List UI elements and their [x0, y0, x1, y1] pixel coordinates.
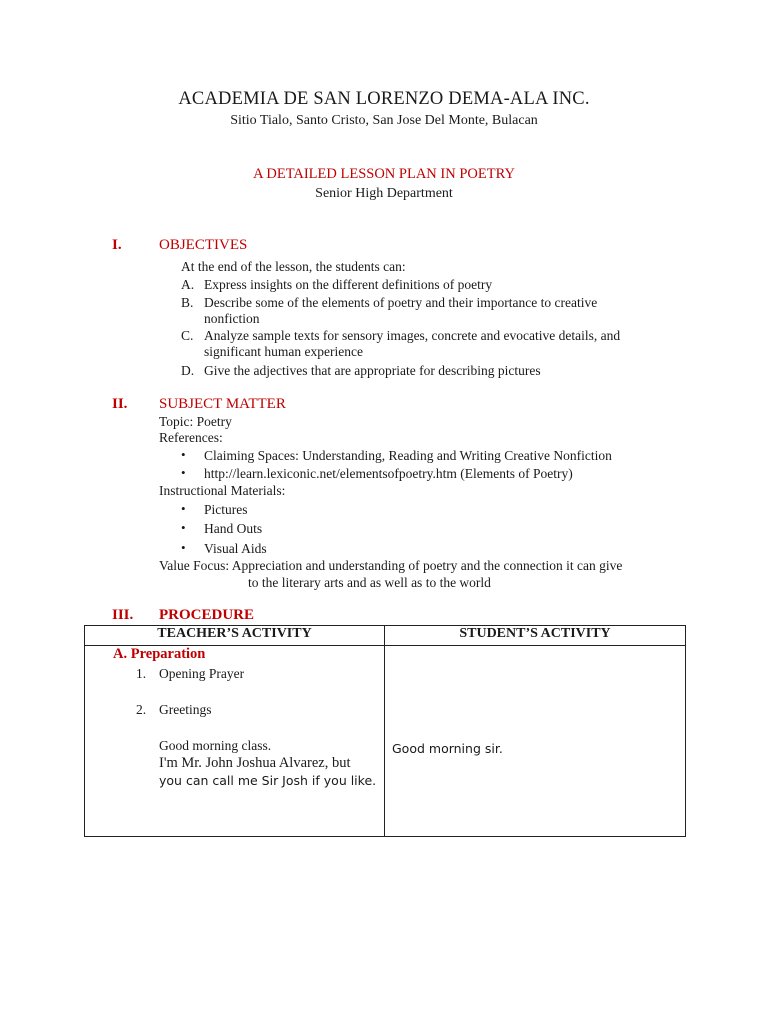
objective-item-continued: nonfiction — [204, 311, 260, 326]
material-item: Visual Aids — [204, 541, 267, 556]
objective-letter: C. — [181, 328, 194, 343]
step-number: 2. — [136, 702, 147, 717]
objectives-heading: OBJECTIVES — [159, 237, 248, 253]
bullet-icon: • — [181, 447, 186, 462]
procedure-table — [84, 625, 686, 837]
lesson-plan-title: A DETAILED LESSON PLAN IN POETRY — [253, 166, 515, 182]
objective-letter: D. — [181, 363, 195, 378]
bullet-icon: • — [181, 465, 186, 480]
step-number: 1. — [136, 666, 147, 681]
subject-matter-numeral: II. — [112, 396, 128, 412]
procedure-heading: PROCEDURE — [159, 607, 255, 623]
objective-letter: A. — [181, 277, 195, 292]
student-response: Good morning sir. — [392, 741, 503, 756]
objectives-intro: At the end of the lesson, the students can: — [181, 259, 406, 274]
objective-item: Analyze sample texts for sensory images, concrete and evocative details, and — [204, 328, 621, 343]
objective-item-continued: significant human experience — [204, 344, 363, 359]
objective-letter: B. — [181, 295, 194, 310]
student-activity-cell — [385, 646, 686, 837]
step-label: Opening Prayer — [159, 666, 245, 681]
material-item: Hand Outs — [204, 521, 263, 536]
subject-matter-heading: SUBJECT MATTER — [159, 396, 286, 412]
bullet-icon: • — [181, 540, 186, 555]
materials-label: Instructional Materials: — [159, 483, 286, 498]
reference-item: http://learn.lexiconic.net/elementsofpoetry.htm (Elements of Poetry) — [204, 466, 573, 481]
procedure-numeral: III. — [112, 607, 134, 623]
objectives-numeral: I. — [112, 237, 122, 253]
teacher-activity-header: TEACHER’S ACTIVITY — [85, 626, 385, 646]
bullet-icon: • — [181, 520, 186, 535]
objective-item: Give the adjectives that are appropriate for describing pictures — [204, 363, 541, 378]
reference-item: Claiming Spaces: Understanding, Reading and Writing Creative Nonfiction — [204, 448, 612, 463]
bullet-icon: • — [181, 501, 186, 516]
school-name: ACADEMIA DE SAN LORENZO DEMA-ALA INC. — [178, 89, 590, 109]
value-focus-continued: to the literary arts and as well as to the world — [248, 575, 491, 590]
topic-line: Topic: Poetry — [159, 414, 232, 429]
material-item: Pictures — [204, 502, 248, 517]
references-label: References: — [159, 430, 223, 445]
department-label: Senior High Department — [315, 186, 453, 201]
student-activity-header: STUDENT’S ACTIVITY — [385, 626, 686, 646]
objective-item: Express insights on the different definitions of poetry — [204, 277, 493, 292]
objective-item: Describe some of the elements of poetry and their importance to creative — [204, 295, 598, 310]
value-focus: Value Focus: Appreciation and understanding of poetry and the connection it can give — [159, 558, 623, 573]
teacher-introduction: I'm Mr. John Joshua Alvarez, but — [159, 755, 351, 771]
teacher-greeting: Good morning class. — [159, 738, 272, 753]
school-address: Sitio Tialo, Santo Cristo, San Jose Del Monte, Bulacan — [230, 113, 538, 128]
step-label: Greetings — [159, 702, 212, 717]
preparation-heading: A. Preparation — [113, 646, 206, 662]
teacher-activity-cell — [85, 646, 385, 837]
teacher-introduction-continued: you can call me Sir Josh if you like. — [159, 773, 377, 788]
